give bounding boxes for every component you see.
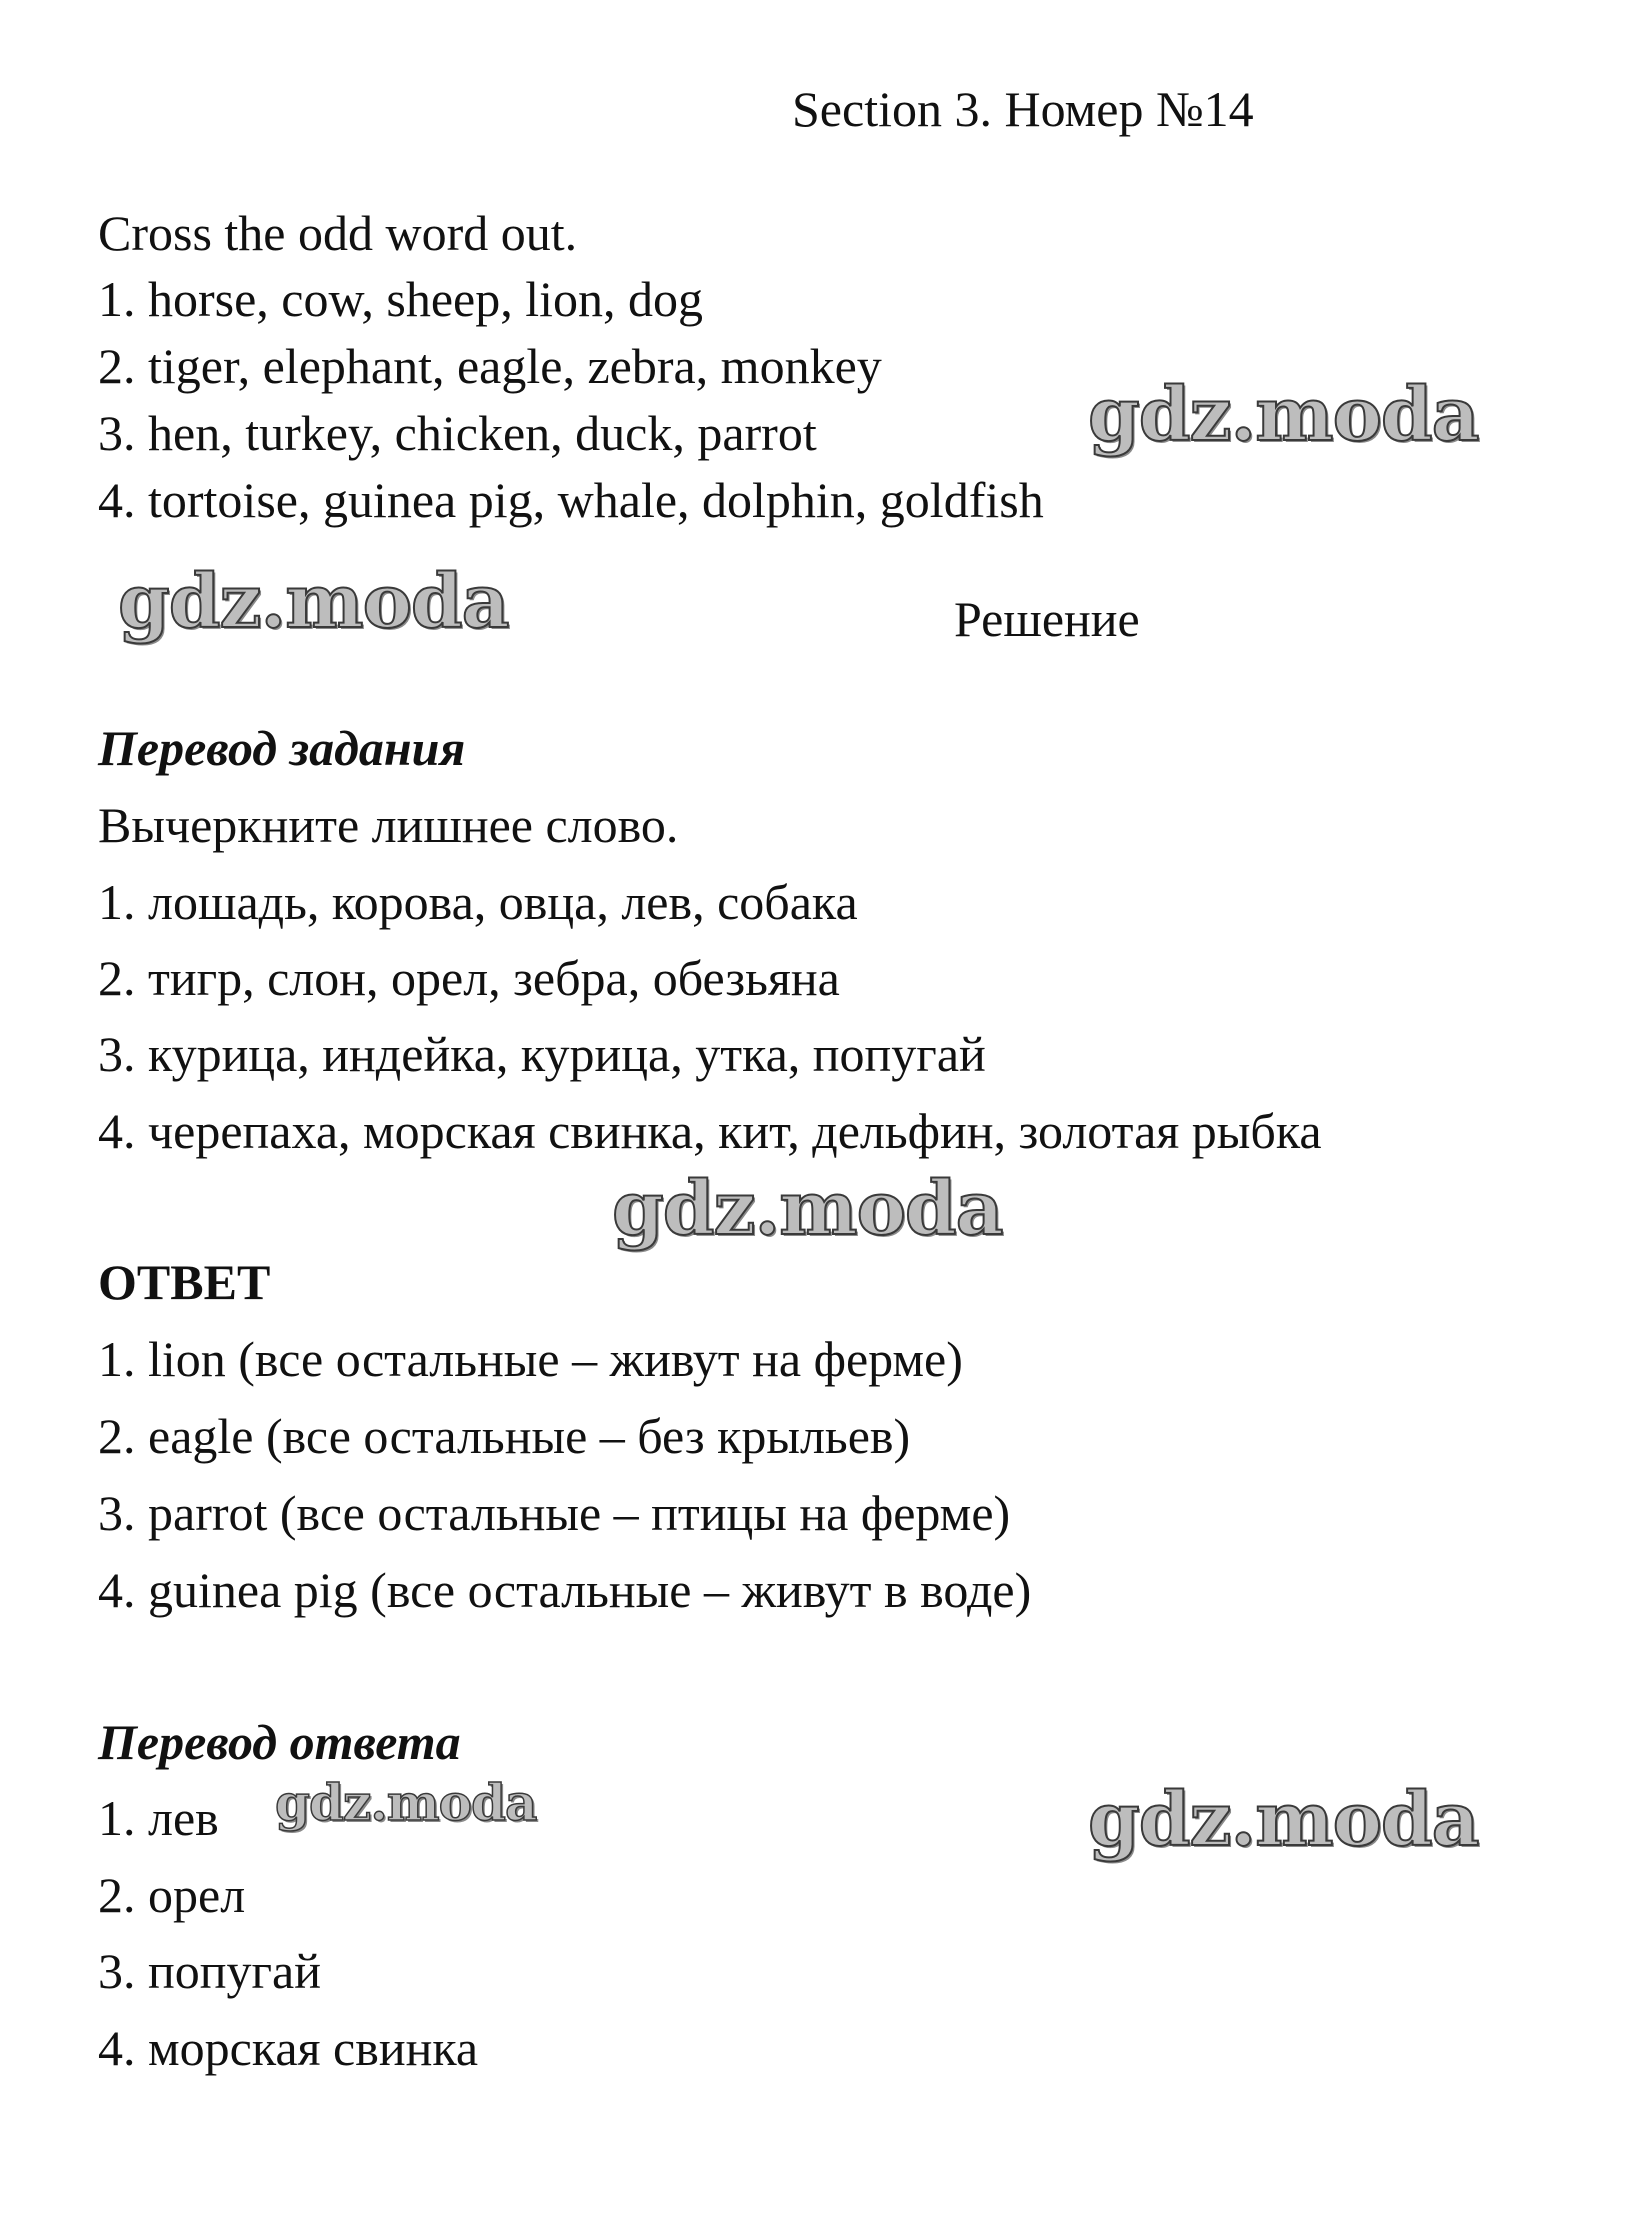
task-item-3: 3. hen, turkey, chicken, duck, parrot xyxy=(98,405,817,461)
watermark-logo: gdz.moda xyxy=(612,1166,1003,1252)
section-header: Section 3. Номер №14 xyxy=(792,81,1254,137)
task-item-4: 4. tortoise, guinea pig, whale, dolphin, goldfish xyxy=(98,472,1044,528)
answer-item-1: 1. lion (все остальные – живут на ферме) xyxy=(98,1331,963,1387)
watermark-logo: gdz.moda xyxy=(275,1773,537,1832)
answer-translation-item-1: 1. лев xyxy=(98,1790,219,1846)
watermark-logo: gdz.moda xyxy=(1088,1777,1479,1863)
translation-item-1: 1. лошадь, корова, овца, лев, собака xyxy=(98,874,858,930)
watermark-logo: gdz.moda xyxy=(1088,372,1479,458)
answer-item-3: 3. parrot (все остальные – птицы на ферме) xyxy=(98,1485,1011,1541)
answer-translation-heading: Перевод ответа xyxy=(98,1714,461,1770)
translation-item-2: 2. тигр, слон, орел, зебра, обезьяна xyxy=(98,950,840,1006)
task-item-2: 2. tiger, elephant, eagle, zebra, monkey xyxy=(98,338,882,394)
answer-translation-item-3: 3. попугай xyxy=(98,1943,321,1999)
task-item-1: 1. horse, cow, sheep, lion, dog xyxy=(98,271,703,327)
translation-item-3: 3. курица, индейка, курица, утка, попугай xyxy=(98,1026,986,1082)
translation-heading: Перевод задания xyxy=(98,720,466,776)
answer-translation-item-2: 2. орел xyxy=(98,1867,246,1923)
answer-translation-item-4: 4. морская свинка xyxy=(98,2020,479,2076)
answer-heading: ОТВЕТ xyxy=(98,1254,271,1310)
answer-item-4: 4. guinea pig (все остальные – живут в воде) xyxy=(98,1562,1032,1618)
watermark-logo: gdz.moda xyxy=(118,559,509,645)
task-instruction: Cross the odd word out. xyxy=(98,205,578,261)
solution-label: Решение xyxy=(954,591,1140,647)
answer-item-2: 2. eagle (все остальные – без крыльев) xyxy=(98,1408,911,1464)
translation-instruction: Вычеркните лишнее слово. xyxy=(98,797,679,853)
translation-item-4: 4. черепаха, морская свинка, кит, дельфин, золотая рыбка xyxy=(98,1103,1322,1159)
